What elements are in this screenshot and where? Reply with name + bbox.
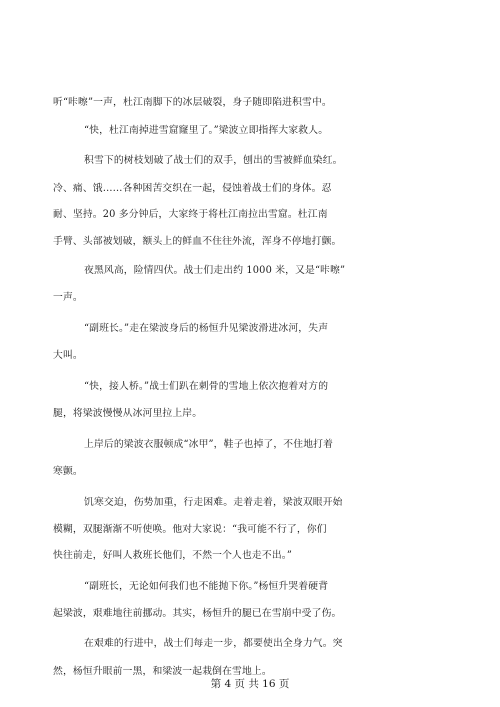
text-line: 然，杨恒升眼前一黑，和梁波一起栽倒在雪地上。 [53,666,272,677]
text-line: 夜黑风高，险情四伏。战士们走出约 1000 米，又是“咔嚓” [84,265,346,276]
text-line: 腿，将梁波慢慢从冰河里拉上岸。 [53,408,203,419]
text-line: “副班长。”走在梁波身后的杨恒升见梁波滑进冰河，失声 [84,323,329,334]
text-line: “快，杜江南掉进雪窟窿里了。”梁波立即指挥大家救人。 [84,125,329,136]
text-line: 在艰难的行进中，战士们每走一步，都要使出全身力气。突 [84,638,343,649]
text-line: 冷、痛、饿……各种困苦交织在一起，侵蚀着战士们的身体。忍 [53,183,332,194]
text-line: 一声。 [53,292,83,303]
text-line: 积雪下的树枝划破了战士们的双手，刨出的雪被鲜血染红。 [84,155,343,166]
text-line: 上岸后的梁波衣服顿成“冰甲”，鞋子也掉了，不住地打着 [84,439,334,450]
text-line: 手臂、头部被划破，额头上的鲜血不住往外流，浑身不停地打颤。 [53,236,342,247]
text-line: “副班长，无论如何我们也不能抛下你。”杨恒升哭着硬背 [84,581,329,592]
text-line: 寒颤。 [53,466,83,477]
text-line: 大叫。 [53,350,83,361]
text-line: 听“咔嚓”一声，杜江南脚下的冰层破裂，身子随即陷进积雪中。 [53,97,332,108]
page-footer: 第 4 页 共 16 页 [210,678,290,690]
text-line: 耐、坚持。20 多分钟后，大家终于将杜江南拉出雪窟。杜江南 [53,209,328,220]
text-line: 饥寒交迫，伤势加重，行走困难。走着走着，梁波双眼开始 [84,497,343,508]
text-line: 模糊，双腿渐渐不听使唤。他对大家说：“我可能不行了，你们 [53,524,327,535]
text-line: 起梁波，艰难地往前挪动。其实，杨恒升的腿已在雪崩中受了伤。 [53,608,342,619]
text-line: “快，接人桥。”战士们趴在刺骨的雪地上依次抱着对方的 [84,381,329,392]
text-line: 快往前走，好叫人救班长他们，不然一个人也走不出。” [53,550,292,561]
